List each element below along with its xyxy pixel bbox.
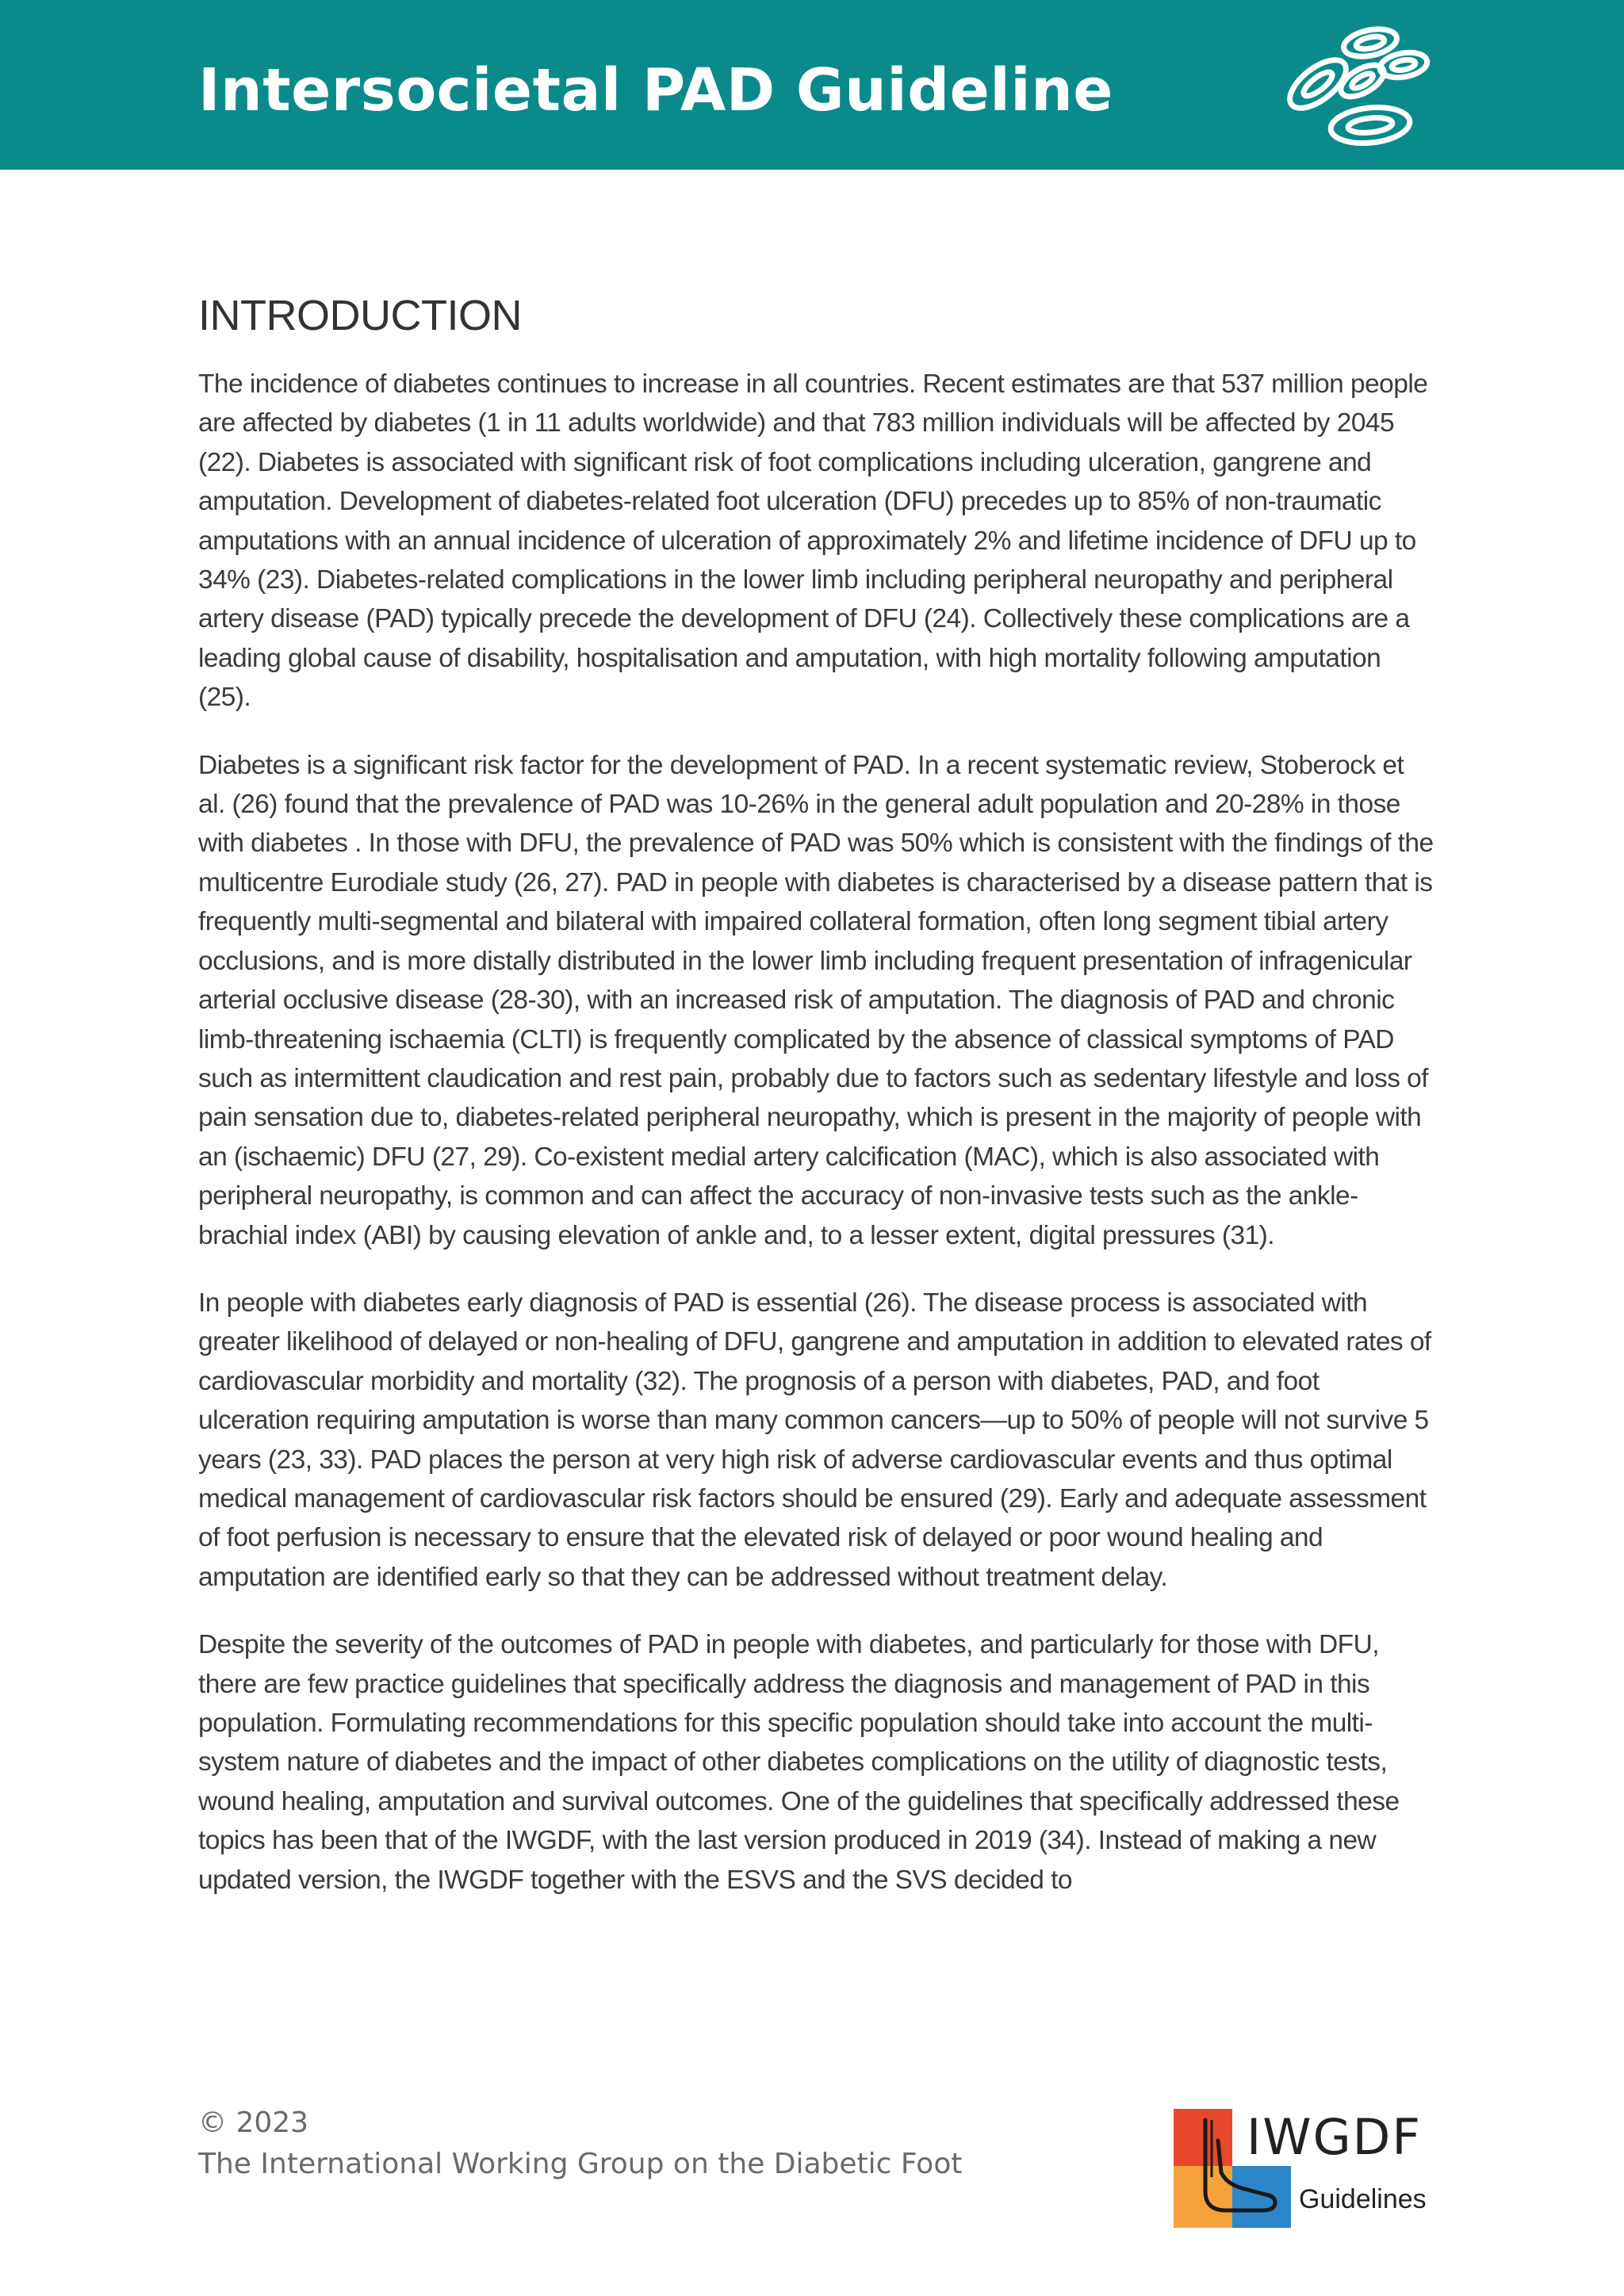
organization-name: The International Working Group on the Diabetic Foot	[198, 2148, 963, 2180]
paragraph: In people with diabetes early diagnosis of PAD is essential (26). The disease process is associated with greater likelihood of delayed or non-healing of DFU, gangrene and amputation in addition to elevated rates of cardiovascular morbidity and mortality (32). The prognosis of a person with diabetes, PAD, and foot ulceration requiring amputation is worse than many common cancers—up to 50% of people will not survive 5 years (23, 33). PAD places the person at very high risk of adverse cardiovascular events and thus optimal medical management of cardiovascular risk factors should be ensured (29). Early and adequate assessment of foot perfusion is necessary to ensure that the elevated risk of delayed or poor wound healing and amputation are identified early so that they can be addressed without treatment delay.	[198, 1288, 1431, 1592]
paragraph: The incidence of diabetes continues to increase in all countries. Recent estimates are that 537 million people are affected by diabetes (1 in 11 adults worldwide) and that 783 million individuals will be affected by 2045 (22). Diabetes is associated with significant risk of foot complications including ulceration, gangrene and amputation. Development of diabetes-related foot ulceration (DFU) precedes up to 85% of non-traumatic amputations with an annual incidence of ulceration of approximately 2% and lifetime incidence of DFU up to 34% (23). Diabetes-related complications in the lower limb including peripheral neuropathy and peripheral artery disease (PAD) typically precede the development of DFU (24). Collectively these complications are a leading global cause of disability, hospitalisation and amputation, with high mortality following amputation (25).	[198, 369, 1428, 713]
page-header	[0, 0, 1624, 170]
logo-subtitle: Guidelines	[1299, 2184, 1427, 2214]
header-title: Intersocietal PAD Guideline	[198, 56, 1113, 124]
paragraph: Despite the severity of the outcomes of PAD in people with diabetes, and particularly for those with DFU, there are few practice guidelines that specifically address the diagnosis and management of PAD in this population. Formulating recommendations for this specific population should take into account the multi-system nature of diabetes and the impact of other diabetes complications on the utility of diagnostic tests, wound healing, amputation and survival outcomes. One of the guidelines that specifically addressed these topics has been that of the IWGDF, with the last version produced in 2019 (34). Instead of making a new updated version, the IWGDF together with the ESVS and the SVS decided to	[198, 1630, 1400, 1895]
iwgdf-logo	[1174, 2109, 1443, 2228]
paragraph: Diabetes is a significant risk factor for the development of PAD. In a recent systematic review, Stoberock et al. (26) found that the prevalence of PAD was 10-26% in the general adult population and 20-28% in those with diabetes . In those with DFU, the prevalence of PAD was 50% which is consistent with the findings of the multicentre Eurodiale study (26, 27). PAD in people with diabetes is characterised by a disease pattern that is frequently multi-segmental and bilateral with impaired collateral formation, often long segment tibial artery occlusions, and is more distally distributed in the lower limb including frequent presentation of infragenicular arterial occlusive disease (28-30), with an increased risk of amputation. The diagnosis of PAD and chronic limb-threatening ischaemia (CLTI) is frequently complicated by the absence of classical symptoms of PAD such as intermittent claudication and rest pain, probably due to factors such as sedentary lifestyle and loss of pain sensation due to, diabetes-related peripheral neuropathy, which is present in the majority of people with an (ischaemic) DFU (27, 29). Co-existent medial artery calcification (MAC), which is also associated with peripheral neuropathy, is common and can affect the accuracy of non-invasive tests such as the ankle-brachial index (ABI) by causing elevation of ankle and, to a lesser extent, digital pressures (31).	[198, 750, 1434, 1250]
logo-wordmark: IWGDF	[1247, 2108, 1423, 2166]
section-heading: INTRODUCTION	[198, 292, 522, 339]
footer-text	[198, 2103, 962, 2185]
cells-icon	[1269, 19, 1435, 154]
copyright: © 2023	[198, 2107, 309, 2139]
main-content	[198, 287, 1435, 1928]
